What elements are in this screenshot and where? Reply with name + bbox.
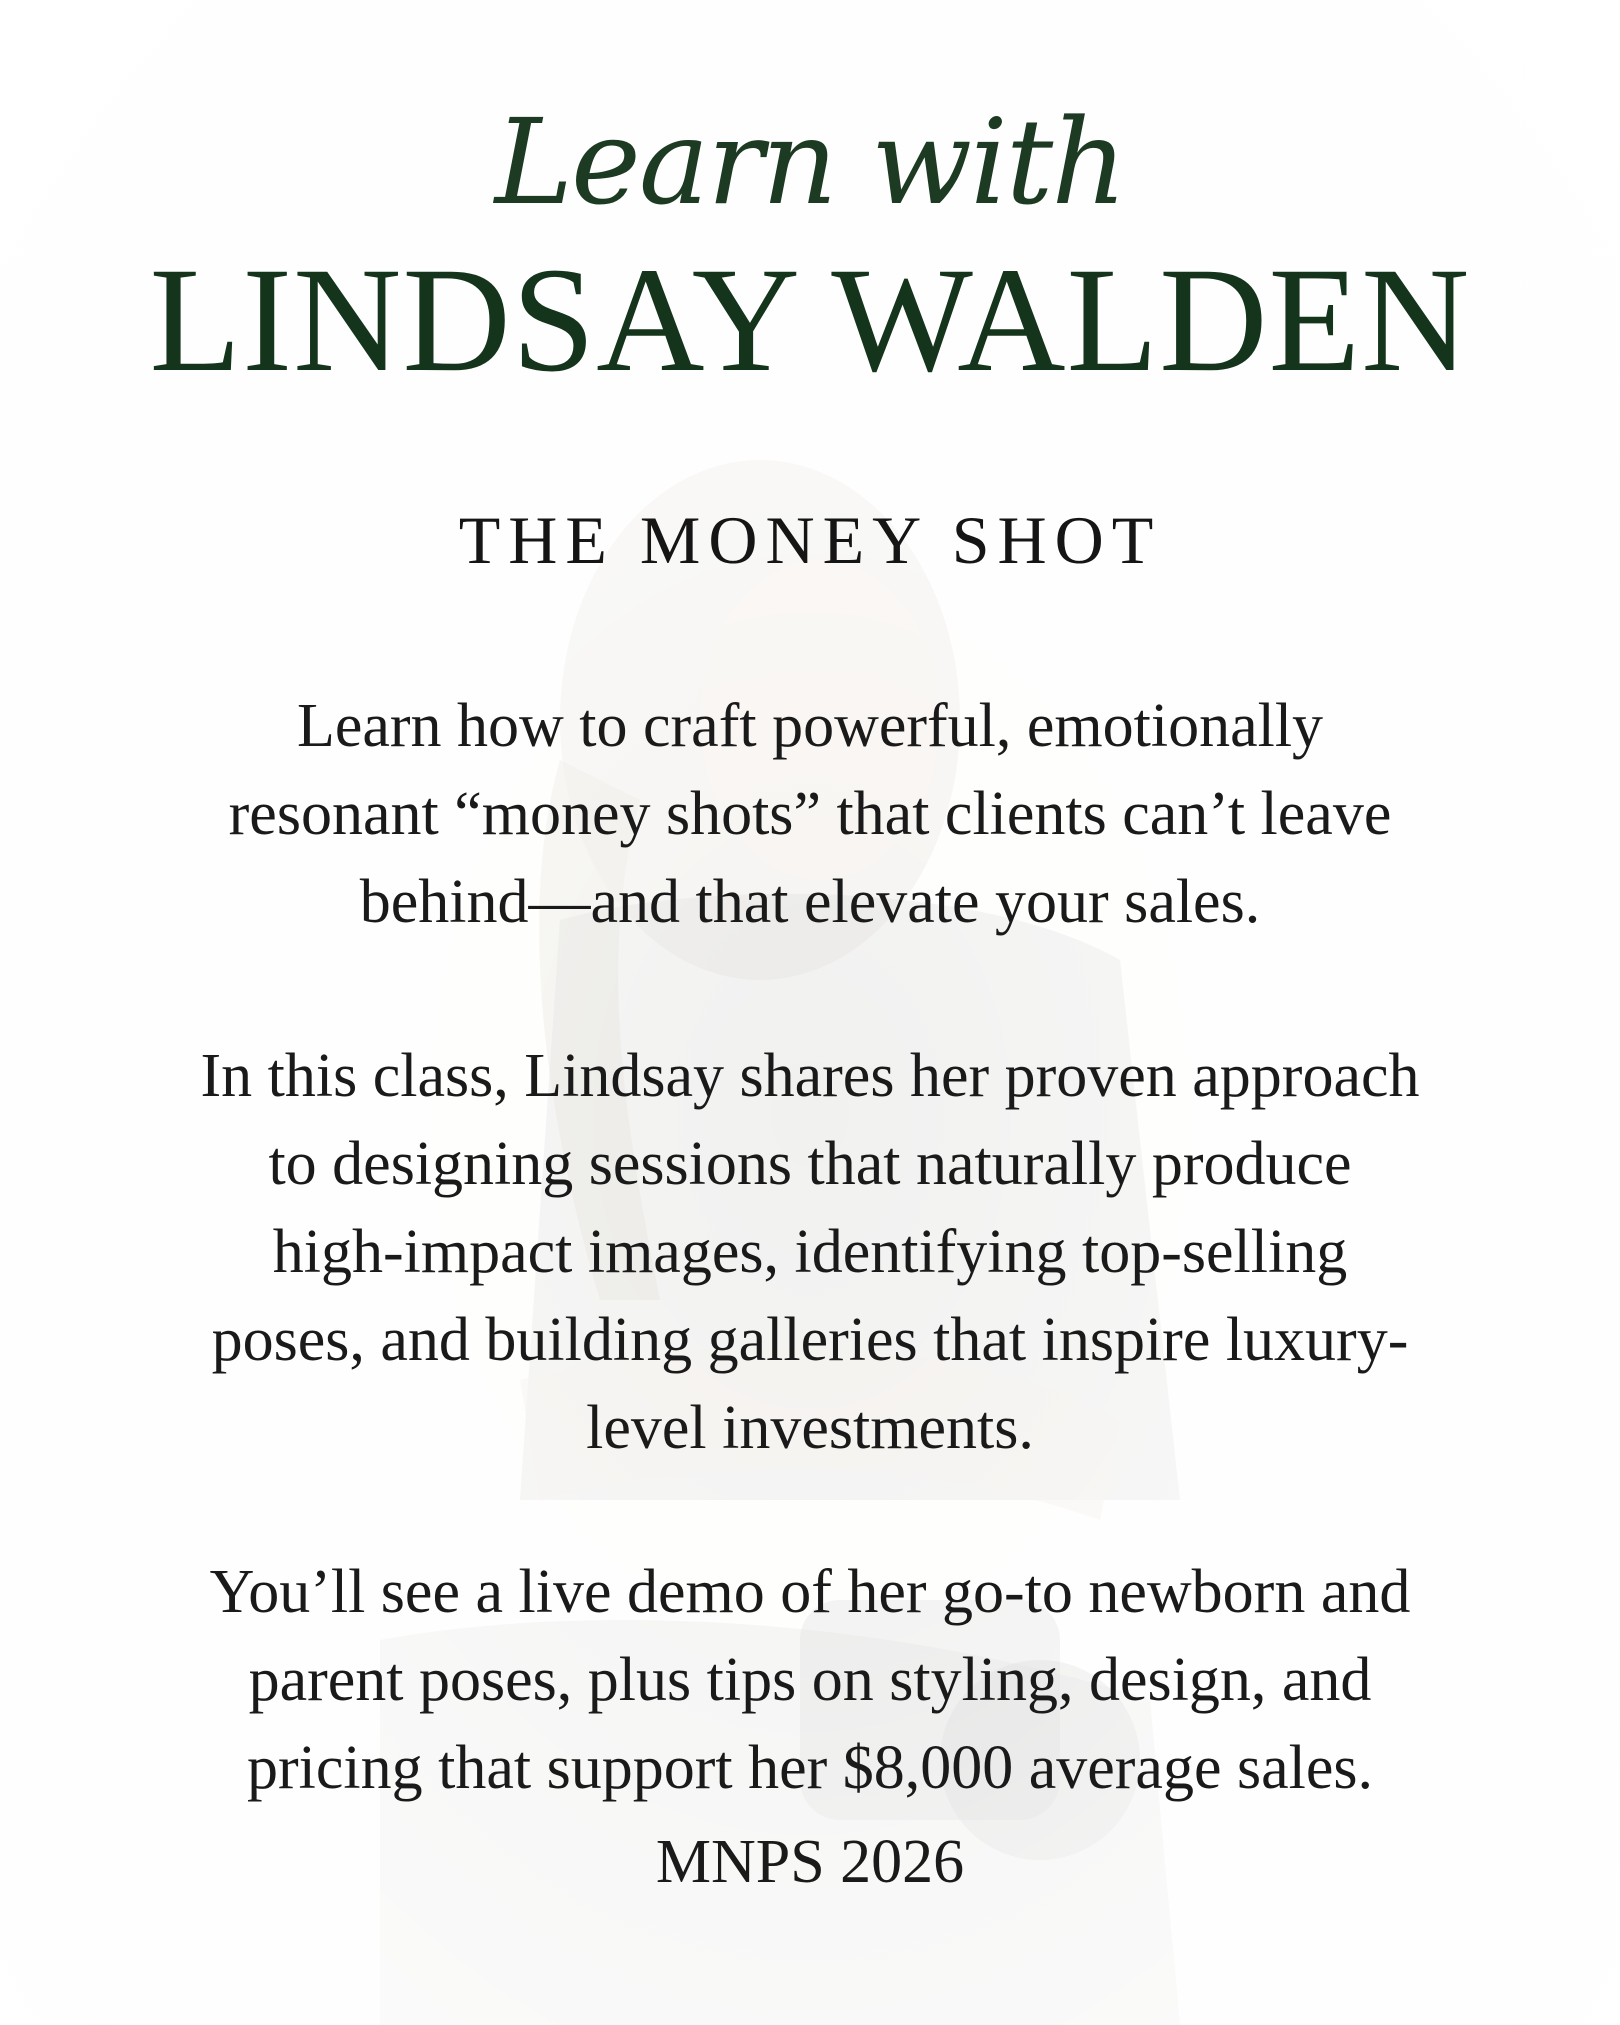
text-line: behind—and that elevate your sales. [359,868,1261,936]
text-line: pricing that support her $8,000 average sales. [247,1734,1373,1802]
text-line: to designing sessions that naturally produce [268,1130,1352,1198]
script-heading: Learn with [494,93,1126,231]
text-line: You’ll see a live demo of her go-to newborn and [209,1558,1411,1626]
text-line: poses, and building galleries that inspire luxury- [211,1306,1409,1374]
description-paragraph-1 [110,682,1510,946]
event-label: MNPS 2026 [655,1828,965,1896]
class-title: THE MONEY SHOT [458,502,1162,578]
text-line: high-impact images, identifying top-selling [272,1218,1348,1286]
text-line: Learn how to craft powerful, emotionally [296,692,1324,760]
text-line: parent poses, plus tips on styling, design, and [248,1646,1372,1714]
text-line: resonant “money shots” that clients can’t leave [228,780,1392,848]
description-paragraph-2 [110,1032,1510,1472]
instructor-name: LINDSAY WALDEN [149,237,1471,403]
text-line: level investments. [586,1394,1034,1462]
description-paragraph-3 [110,1548,1510,1812]
text-line: In this class, Lindsay shares her proven approach [200,1042,1420,1110]
